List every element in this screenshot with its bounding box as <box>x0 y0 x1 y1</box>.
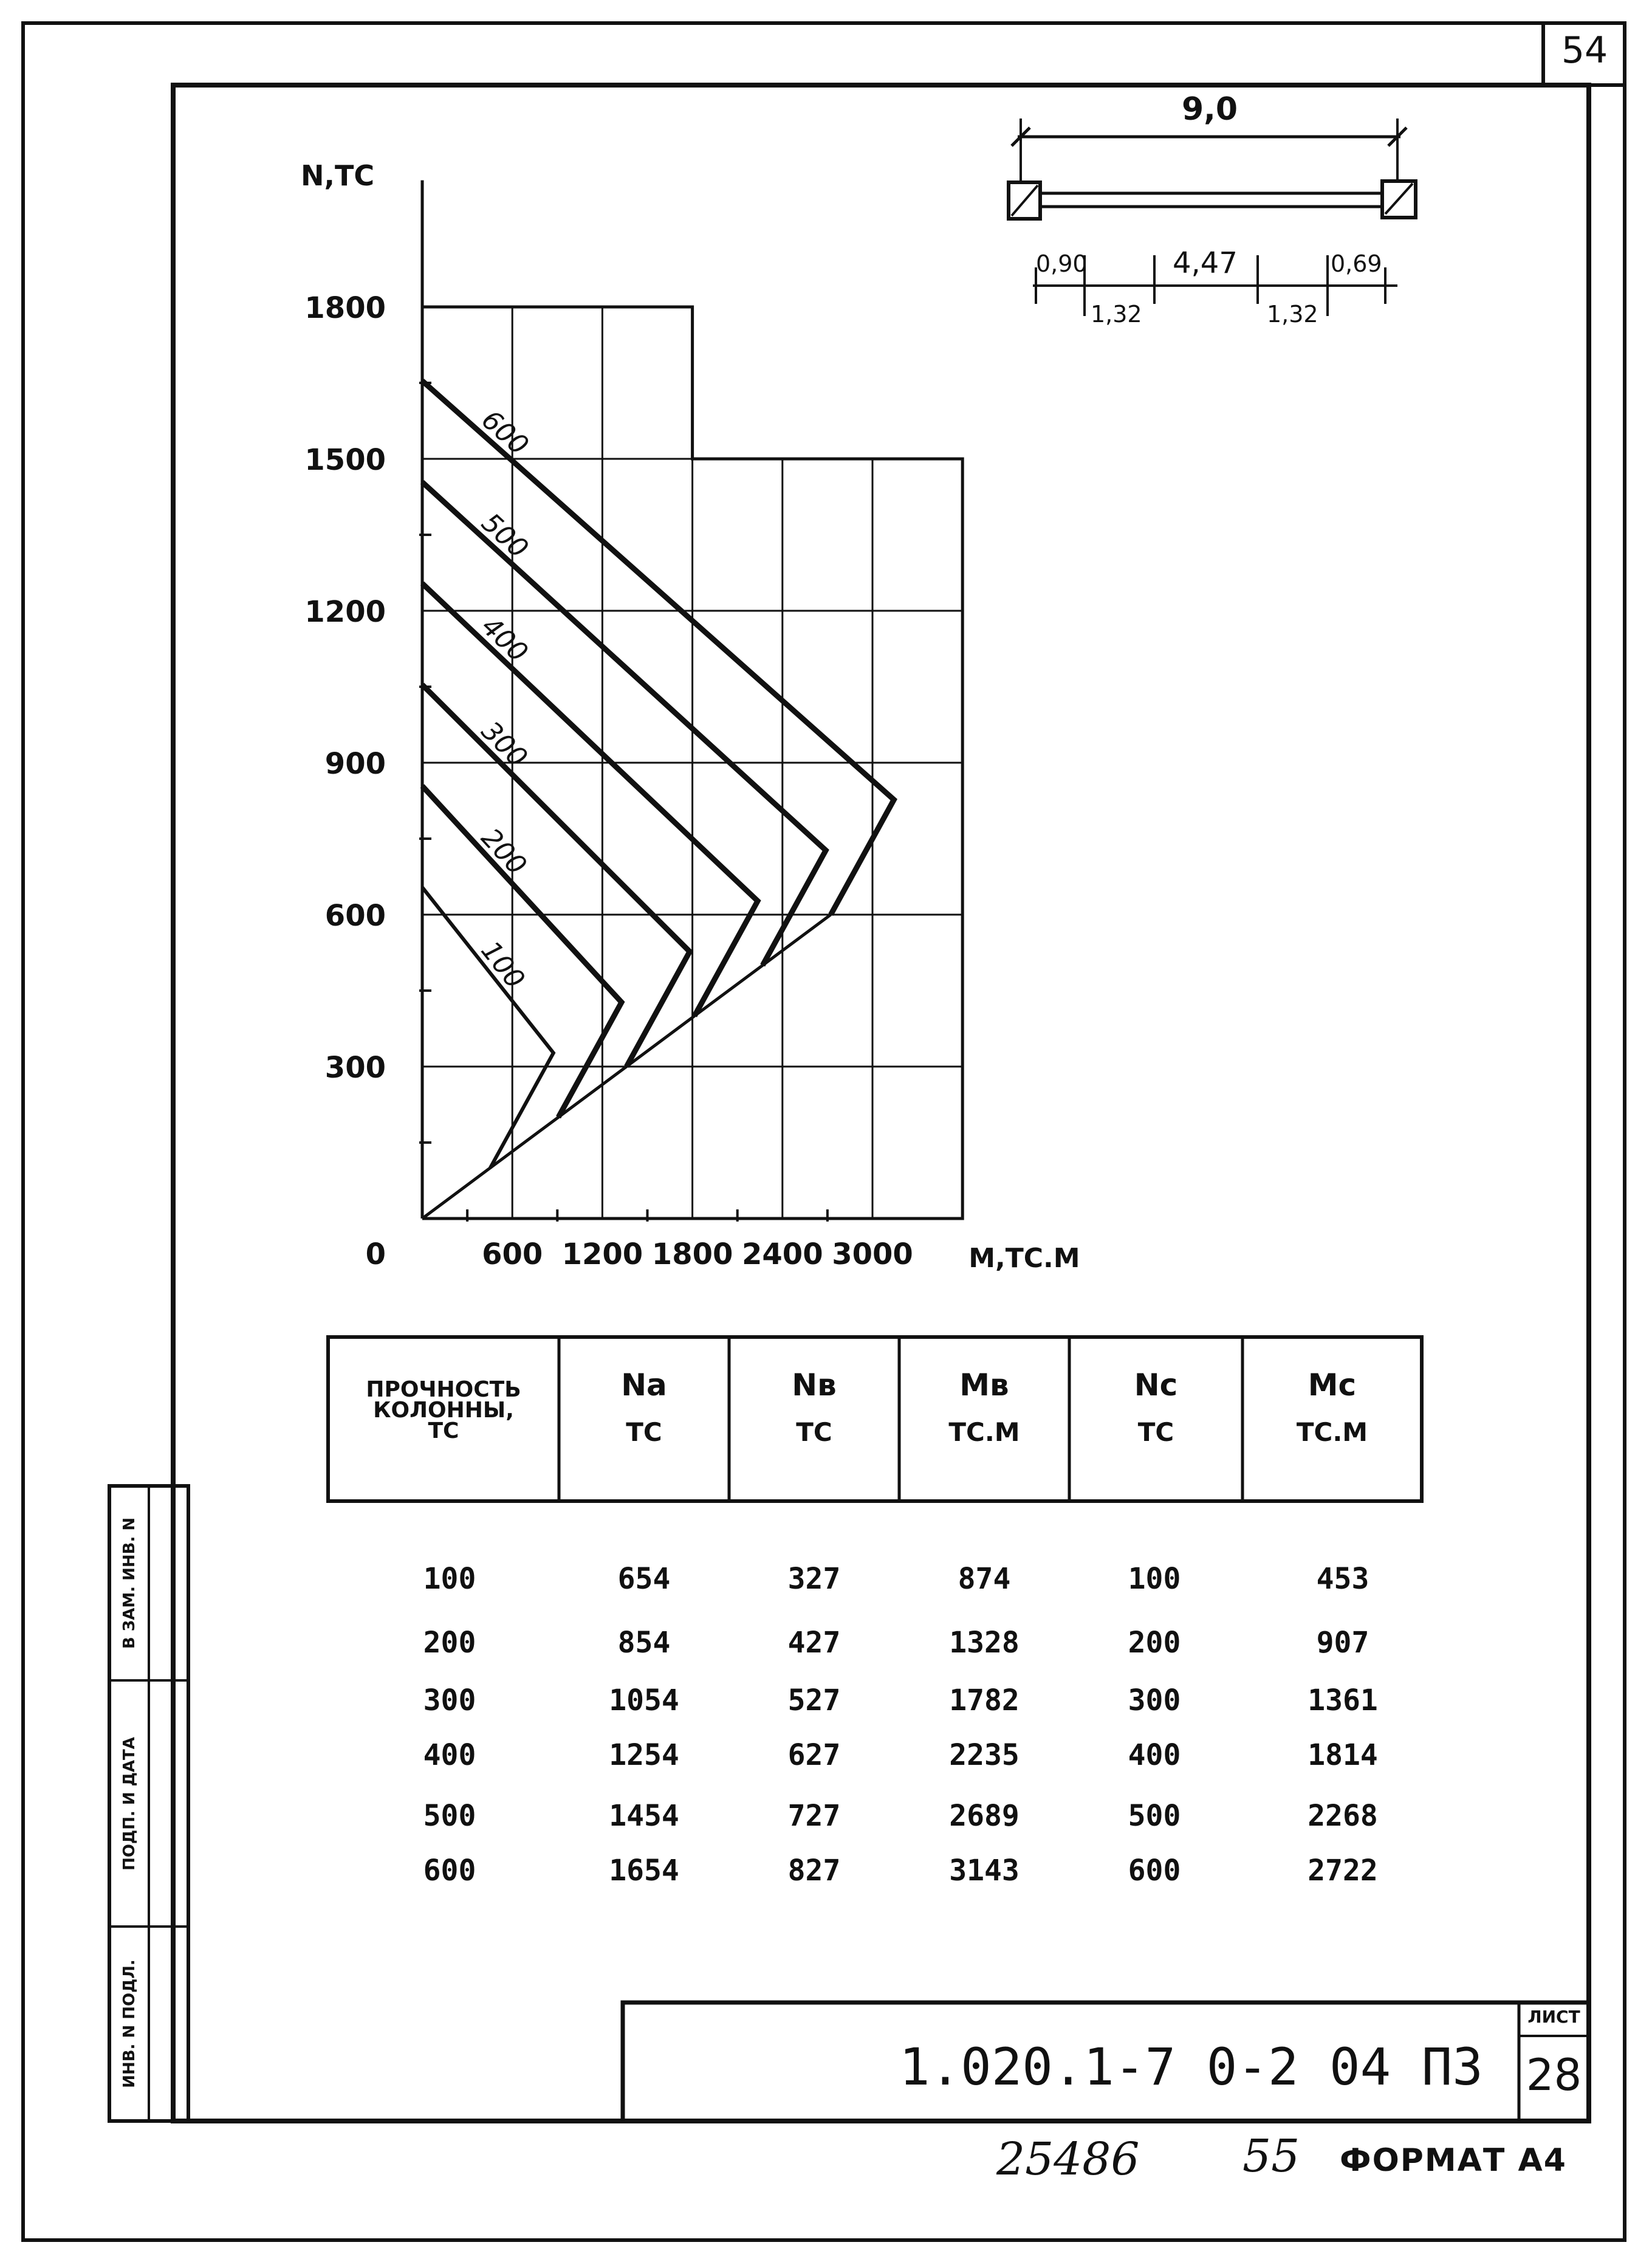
y-tick-label-900: 900 <box>324 747 386 781</box>
header-mb-top: Мв <box>959 1367 1009 1403</box>
table-cell: 907 <box>1316 1626 1369 1660</box>
y-tick-label-300: 300 <box>324 1051 386 1085</box>
table-cell: 874 <box>958 1562 1011 1596</box>
header-nc-top: Nc <box>1134 1367 1178 1403</box>
table-cell: 2689 <box>949 1799 1020 1833</box>
x-tick-label-2400: 2400 <box>742 1237 823 1271</box>
y-tick-label-1800: 1800 <box>304 291 386 325</box>
table-cell: 327 <box>787 1562 841 1596</box>
table-cell: 1654 <box>609 1854 679 1888</box>
table-cell: 627 <box>787 1738 841 1772</box>
series-label-600: 600 <box>475 404 535 461</box>
bottom-number-2: 55 <box>1242 2130 1300 2182</box>
table-cell: 3143 <box>949 1854 1020 1888</box>
table-cell: 200 <box>423 1626 476 1660</box>
table-cell: 1254 <box>609 1738 679 1772</box>
side-label-inv: ИНВ. N ПОДЛ. <box>120 1959 139 2088</box>
header-nb-bottom: ТС <box>796 1417 832 1447</box>
x-tick-label-1200: 1200 <box>561 1237 643 1271</box>
beam-dim-middle: 4,47 <box>1173 246 1238 280</box>
table-cell: 1454 <box>609 1799 679 1833</box>
header-mc-bottom: ТС.М <box>1296 1417 1368 1447</box>
format-label: ФОРМАТ А4 <box>1340 2142 1567 2179</box>
header-mc-top: Мс <box>1308 1367 1357 1403</box>
header-col-na <box>559 1367 729 1447</box>
table-cell: 100 <box>1128 1562 1181 1596</box>
header-nb-top: Nв <box>792 1367 837 1403</box>
bottom-number-1: 25486 <box>996 2133 1140 2185</box>
table-cell: 300 <box>423 1683 476 1717</box>
table-cell: 1054 <box>609 1683 679 1717</box>
beam-dim-bottom-right: 1,32 <box>1267 301 1318 328</box>
corner-number: 54 <box>1561 29 1608 72</box>
table-row <box>328 1626 1422 1674</box>
x-tick-label-1800: 1800 <box>651 1237 733 1271</box>
x-axis-label: M,ТС.М <box>968 1243 1080 1274</box>
y-tick-label-1500: 1500 <box>304 443 386 477</box>
table-row <box>328 1854 1422 1902</box>
header-nc-bottom: ТС <box>1137 1417 1174 1447</box>
beam-dim-bottom-left: 1,32 <box>1091 301 1142 328</box>
header-strength-top: ПРОЧНОСТЬ КОЛОННЫ, <box>366 1377 521 1423</box>
table-row <box>328 1799 1422 1848</box>
beam-dim-left: 0,90 <box>1036 250 1088 277</box>
table-cell: 2235 <box>949 1738 1020 1772</box>
beam-total-span: 9,0 <box>1182 91 1238 128</box>
table-cell: 100 <box>423 1562 476 1596</box>
header-col-nc <box>1069 1367 1242 1447</box>
table-cell: 2268 <box>1308 1799 1378 1833</box>
x-tick-label-600: 600 <box>482 1237 543 1271</box>
header-mb-bottom: ТС.М <box>948 1417 1020 1447</box>
table-header <box>328 1337 1422 1501</box>
list-number: 28 <box>1526 2049 1582 2100</box>
series-label-100: 100 <box>475 935 531 995</box>
table-cell: 400 <box>1128 1738 1181 1772</box>
beam-dim-right: 0,69 <box>1331 250 1382 277</box>
series-label-200: 200 <box>475 822 533 881</box>
document-code: 1.020.1-7 0-2 04 ПЗ <box>899 2037 1483 2097</box>
header-na-bottom: ТС <box>626 1417 662 1447</box>
side-label-sign: ПОДП. И ДАТА <box>120 1737 139 1871</box>
table-row <box>328 1738 1422 1787</box>
table-cell: 854 <box>617 1626 671 1660</box>
table-cell: 1361 <box>1308 1683 1378 1717</box>
table-cell: 600 <box>423 1854 476 1888</box>
table-body <box>328 1562 1422 1939</box>
table-cell: 600 <box>1128 1854 1181 1888</box>
header-strength-bottom: ТС <box>428 1418 459 1443</box>
table-cell: 2722 <box>1308 1854 1378 1888</box>
table-row <box>328 1562 1422 1611</box>
series-label-400: 400 <box>475 610 534 669</box>
x-tick-label-3000: 3000 <box>832 1237 913 1271</box>
table-cell: 200 <box>1128 1626 1181 1660</box>
table-row <box>328 1683 1422 1732</box>
table-cell: 500 <box>1128 1799 1181 1833</box>
table-cell: 727 <box>787 1799 841 1833</box>
table-cell: 300 <box>1128 1683 1181 1717</box>
table-cell: 427 <box>787 1626 841 1660</box>
y-tick-label-1200: 1200 <box>304 595 386 629</box>
header-col-mc <box>1242 1367 1422 1447</box>
table-cell: 827 <box>787 1854 841 1888</box>
header-na-top: Na <box>621 1367 667 1403</box>
series-label-300: 300 <box>475 715 533 774</box>
table-cell: 1328 <box>949 1626 1020 1660</box>
table-cell: 1814 <box>1308 1738 1378 1772</box>
origin-label: 0 <box>365 1237 386 1271</box>
header-col-nb <box>729 1367 899 1447</box>
list-label: ЛИСТ <box>1527 2007 1580 2027</box>
table-cell: 654 <box>617 1562 671 1596</box>
table-cell: 500 <box>423 1799 476 1833</box>
y-tick-label-600: 600 <box>324 899 386 933</box>
series-label-500: 500 <box>475 507 535 565</box>
table-cell: 400 <box>423 1738 476 1772</box>
y-axis-label: N,ТС <box>301 159 375 192</box>
table-cell: 1782 <box>949 1683 1020 1717</box>
table-cell: 453 <box>1316 1562 1369 1596</box>
side-label-replace: В ЗАМ. ИНВ. N <box>120 1517 139 1649</box>
table-cell: 527 <box>787 1683 841 1717</box>
header-col-mb <box>899 1367 1069 1447</box>
header-col-strength <box>340 1377 547 1443</box>
